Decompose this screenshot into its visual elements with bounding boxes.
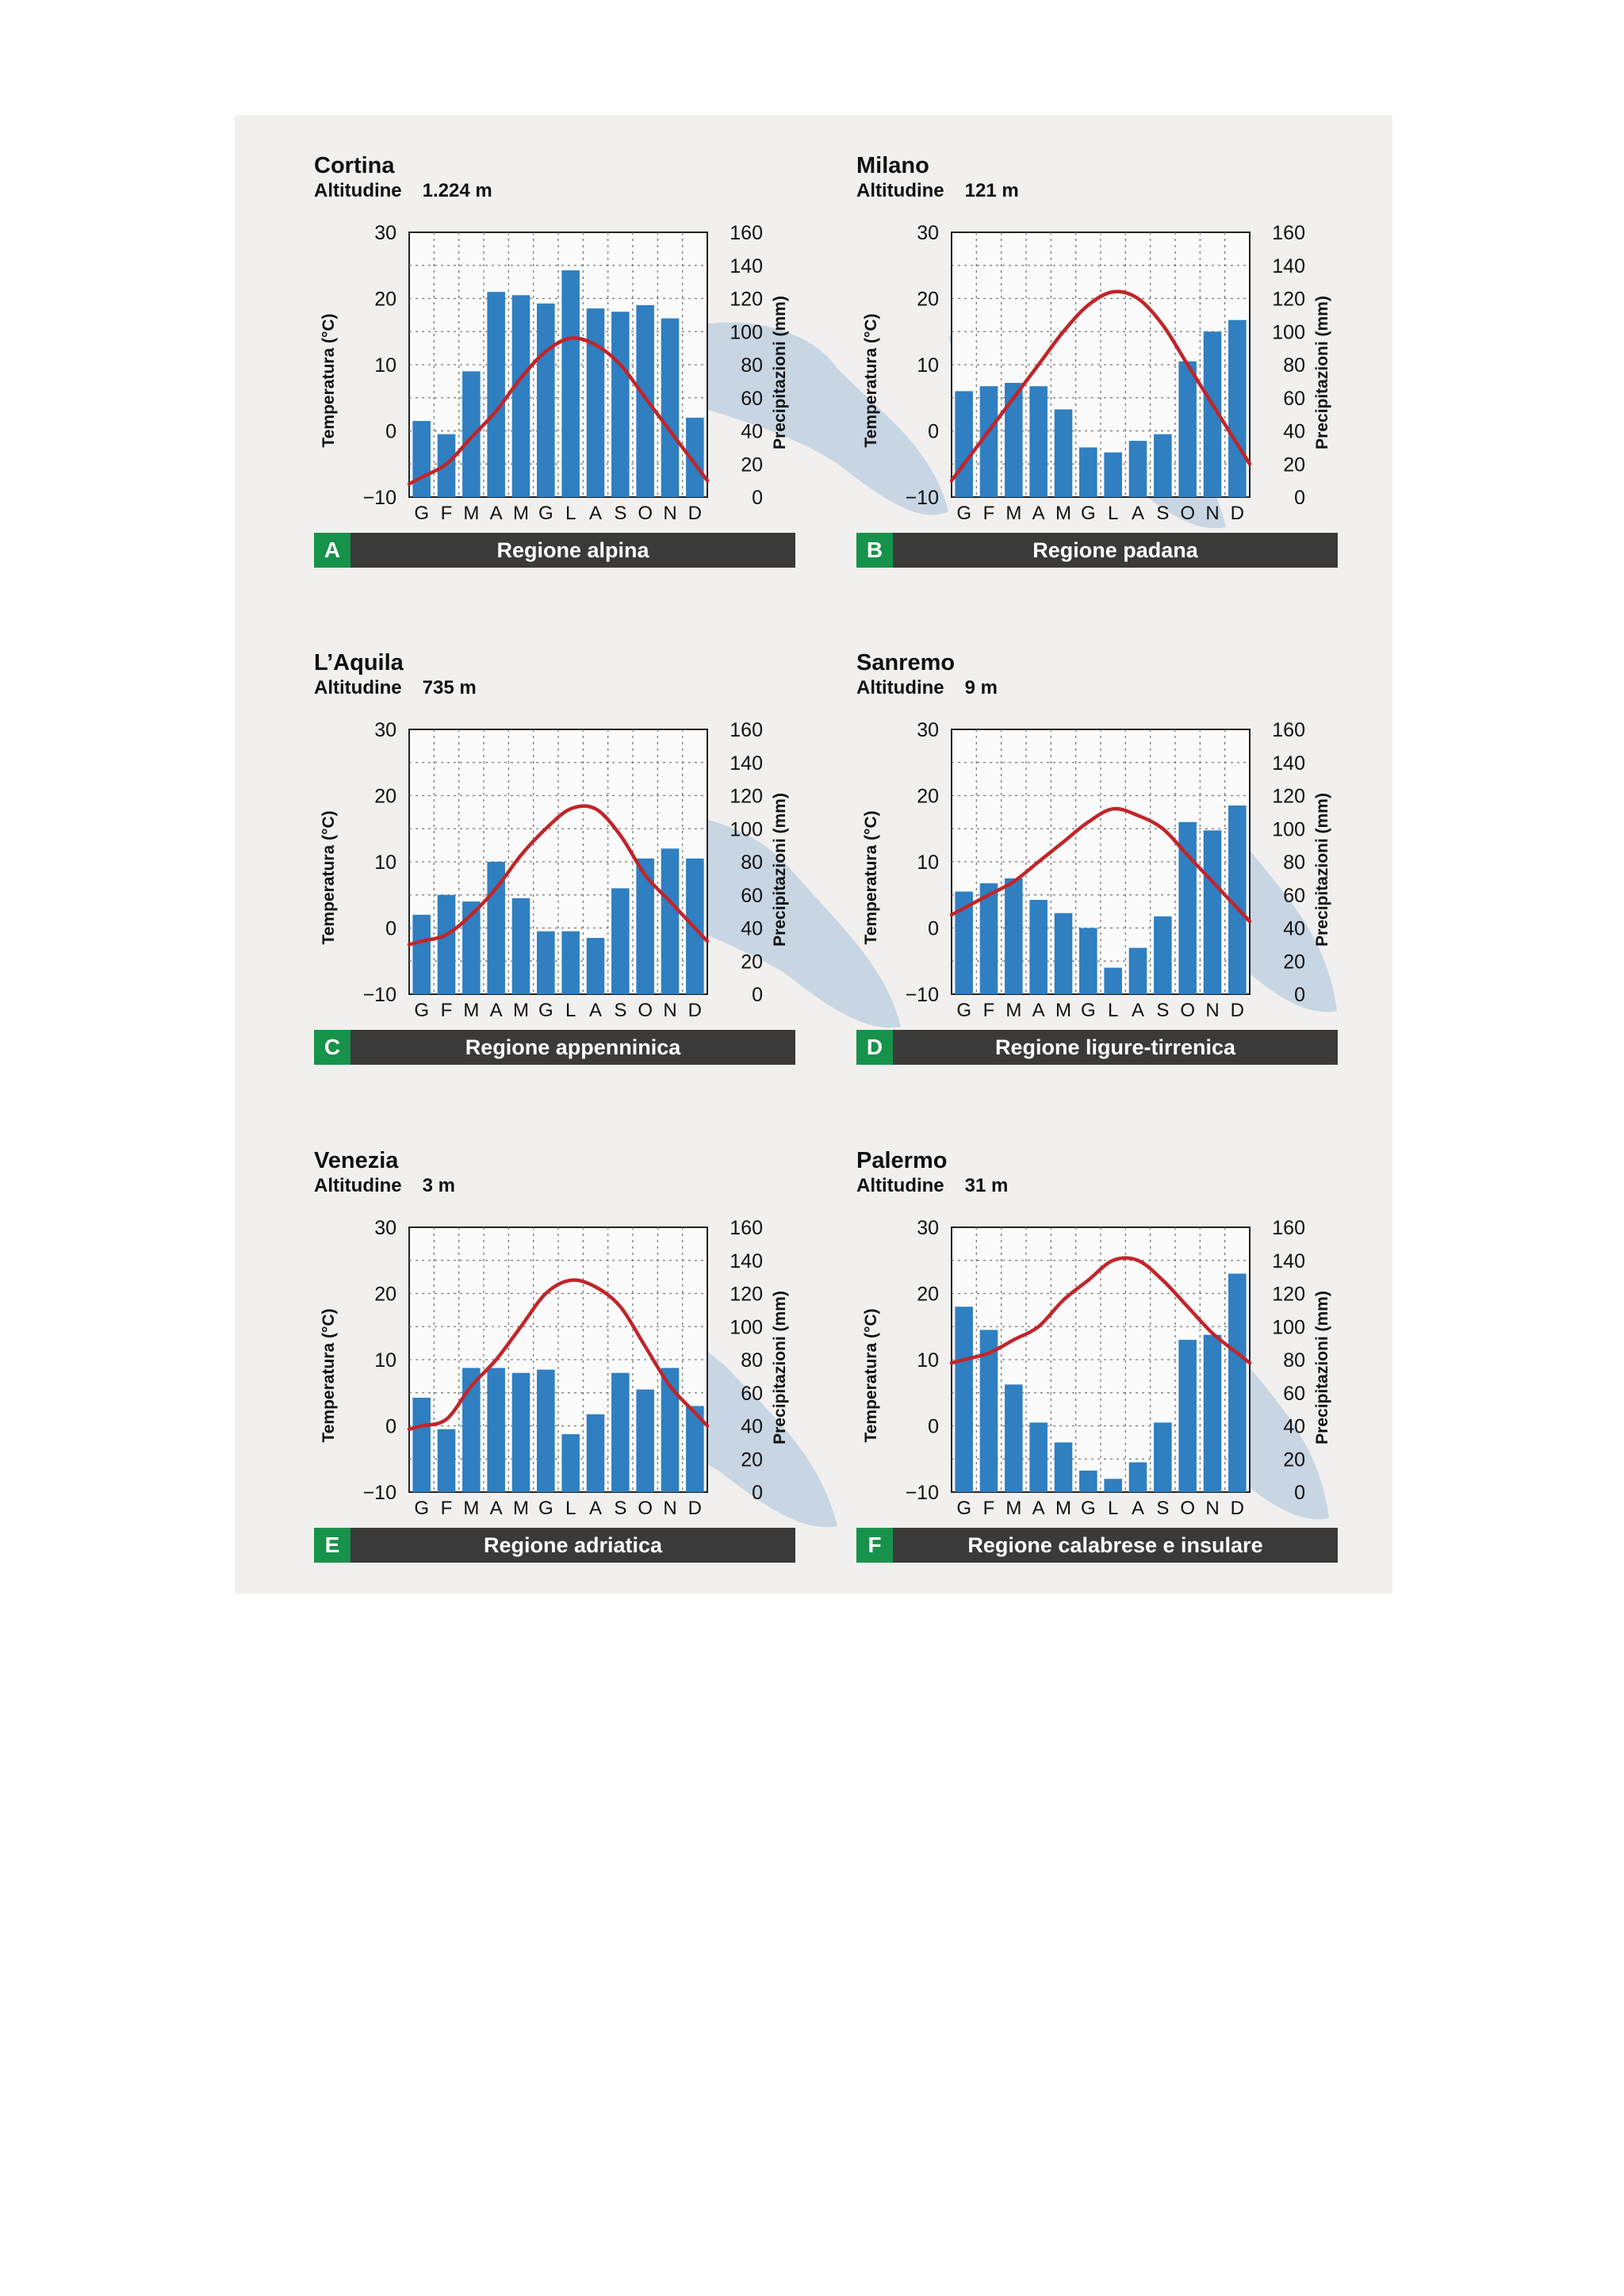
- month-tick-label: O: [1180, 1000, 1196, 1021]
- precipitation-tick-label: 100: [730, 818, 763, 841]
- temperature-tick-label: 20: [917, 288, 939, 311]
- temperature-tick-label: −10: [362, 984, 396, 1006]
- temperature-tick-label: 30: [917, 1217, 939, 1239]
- month-tick-label: F: [440, 503, 453, 524]
- precipitation-bar: [1129, 948, 1147, 994]
- temperature-axis-label: Temperatura (°C): [862, 1308, 880, 1443]
- chart-panel-sanremo: [777, 612, 1332, 1096]
- chart-panel-palermo: [777, 1110, 1332, 1594]
- month-tick-label: D: [1230, 503, 1245, 524]
- precipitation-tick-label: 40: [741, 1415, 763, 1438]
- precipitation-tick-label: 20: [1283, 1448, 1305, 1471]
- month-tick-label: D: [688, 503, 703, 524]
- month-tick-label: A: [588, 1000, 603, 1021]
- altitude-value: 1.224 m: [422, 180, 492, 201]
- region-bar: [856, 1528, 1338, 1563]
- precipitation-bar: [1228, 320, 1247, 497]
- month-tick-label: G: [956, 503, 972, 524]
- temperature-tick-label: 10: [374, 851, 396, 874]
- precipitation-bar: [512, 295, 530, 497]
- precipitation-tick-label: 80: [1283, 1349, 1305, 1372]
- precipitation-bar: [1079, 447, 1097, 497]
- month-tick-label: L: [565, 1498, 576, 1519]
- precipitation-tick-label: 40: [741, 420, 763, 443]
- precipitation-bar: [1055, 1442, 1073, 1492]
- precipitation-bar: [412, 1398, 431, 1492]
- month-tick-label: A: [588, 503, 603, 524]
- precipitation-bar: [636, 305, 654, 497]
- precipitation-tick-label: 0: [1294, 1482, 1305, 1504]
- month-tick-label: D: [1230, 1498, 1245, 1519]
- region-bar: [314, 1528, 795, 1563]
- temperature-tick-label: 10: [917, 1349, 939, 1372]
- precipitation-bar: [561, 932, 580, 994]
- month-tick-label: O: [638, 1000, 653, 1021]
- month-tick-label: D: [688, 1000, 703, 1021]
- month-tick-label: N: [663, 1498, 677, 1519]
- altitude-value: 3 m: [422, 1175, 456, 1196]
- region-bar: [314, 533, 795, 568]
- month-tick-label: L: [1107, 1498, 1119, 1519]
- city-name: Palermo: [856, 1148, 948, 1173]
- temperature-tick-label: 0: [385, 917, 396, 940]
- precipitation-tick-label: 60: [741, 1382, 763, 1405]
- temperature-axis-label: Temperatura (°C): [320, 810, 338, 945]
- precipitation-axis-label: Precipitazioni (mm): [771, 793, 789, 947]
- precipitation-bar: [1055, 409, 1073, 497]
- precipitation-tick-label: 140: [730, 752, 763, 775]
- precipitation-tick-label: 100: [1272, 321, 1305, 344]
- region-bar: [856, 533, 1338, 568]
- month-tick-label: F: [982, 1498, 995, 1519]
- month-tick-label: G: [414, 1000, 430, 1021]
- month-tick-label: G: [956, 1498, 972, 1519]
- precipitation-tick-label: 140: [1272, 254, 1305, 277]
- precipitation-bar: [1029, 900, 1048, 994]
- month-tick-label: N: [1205, 503, 1220, 524]
- region-name: Regione appenninica: [465, 1035, 681, 1059]
- month-tick-label: N: [1205, 1498, 1220, 1519]
- month-tick-label: S: [1156, 503, 1170, 524]
- precipitation-tick-label: 80: [741, 354, 763, 377]
- temperature-tick-label: 20: [374, 1283, 396, 1306]
- month-tick-label: O: [638, 1498, 653, 1519]
- temperature-tick-label: −10: [362, 1482, 396, 1504]
- month-tick-label: M: [1055, 1000, 1071, 1021]
- precipitation-tick-label: 40: [741, 917, 763, 940]
- precipitation-bar: [1005, 878, 1023, 994]
- month-tick-label: G: [538, 1498, 553, 1519]
- precipitation-bar: [611, 888, 630, 994]
- precipitation-tick-label: 0: [752, 984, 763, 1006]
- precipitation-bar: [587, 938, 605, 994]
- region-letter: E: [314, 1528, 350, 1563]
- precipitation-tick-label: 80: [741, 851, 763, 874]
- altitude-value: 9 m: [964, 677, 998, 698]
- precipitation-tick-label: 100: [1272, 818, 1305, 841]
- altitude-label: Altitudine: [314, 1175, 402, 1196]
- precipitation-bar: [1204, 1335, 1222, 1492]
- precipitation-tick-label: 160: [730, 1217, 763, 1239]
- month-tick-label: A: [489, 503, 503, 524]
- temperature-tick-label: −10: [905, 984, 939, 1006]
- precipitation-tick-label: 0: [1294, 984, 1305, 1006]
- region-name: Regione adriatica: [483, 1533, 663, 1557]
- city-name: L’Aquila: [314, 650, 404, 675]
- temperature-tick-label: 10: [917, 354, 939, 377]
- month-tick-label: G: [414, 503, 430, 524]
- climate-chart: [777, 1110, 1332, 1530]
- precipitation-bar: [512, 1373, 530, 1492]
- month-tick-label: F: [440, 1498, 453, 1519]
- precipitation-bar: [636, 859, 654, 994]
- city-name: Venezia: [314, 1148, 399, 1173]
- precipitation-tick-label: 80: [1283, 354, 1305, 377]
- temperature-tick-label: 0: [928, 1415, 939, 1438]
- precipitation-bar: [1178, 1340, 1197, 1492]
- month-tick-label: A: [489, 1498, 503, 1519]
- precipitation-bar: [1055, 913, 1073, 994]
- precipitation-bar: [1104, 968, 1122, 994]
- precipitation-tick-label: 40: [1283, 917, 1305, 940]
- temperature-axis-label: Temperatura (°C): [862, 810, 880, 945]
- precipitation-axis-label: Precipitazioni (mm): [771, 1291, 789, 1445]
- precipitation-tick-label: 80: [1283, 851, 1305, 874]
- region-name: Regione calabrese e insulare: [967, 1533, 1263, 1557]
- month-tick-label: L: [565, 1000, 576, 1021]
- precipitation-tick-label: 20: [741, 951, 763, 974]
- month-tick-label: O: [1180, 503, 1196, 524]
- precipitation-tick-label: 20: [1283, 453, 1305, 476]
- month-tick-label: O: [638, 503, 653, 524]
- scanned-page: [235, 115, 1392, 1594]
- precipitation-bar: [412, 915, 431, 994]
- month-tick-label: A: [489, 1000, 503, 1021]
- city-name: Cortina: [314, 153, 395, 178]
- month-tick-label: M: [1005, 503, 1022, 524]
- precipitation-tick-label: 60: [741, 884, 763, 907]
- precipitation-tick-label: 20: [741, 1448, 763, 1471]
- precipitation-tick-label: 40: [1283, 420, 1305, 443]
- precipitation-axis-label: Precipitazioni (mm): [771, 296, 789, 450]
- precipitation-bar: [1129, 1462, 1147, 1492]
- precipitation-bar: [587, 1414, 605, 1492]
- chart-panel-laquila: [235, 612, 790, 1096]
- month-tick-label: N: [663, 1000, 677, 1021]
- precipitation-bar: [1005, 1384, 1023, 1492]
- precipitation-bar: [1154, 1422, 1172, 1492]
- precipitation-tick-label: 100: [730, 1316, 763, 1339]
- precipitation-tick-label: 60: [1283, 387, 1305, 410]
- city-name: Milano: [856, 153, 929, 178]
- precipitation-tick-label: 0: [752, 1482, 763, 1504]
- precipitation-bar: [611, 312, 630, 497]
- precipitation-bar: [1029, 386, 1048, 497]
- temperature-axis-label: Temperatura (°C): [320, 313, 338, 448]
- precipitation-bar: [438, 895, 456, 994]
- region-name: Regione ligure-tirrenica: [994, 1035, 1236, 1059]
- month-tick-label: M: [463, 1498, 480, 1519]
- month-tick-label: M: [1005, 1498, 1022, 1519]
- temperature-tick-label: 20: [917, 785, 939, 808]
- precipitation-bar: [955, 391, 973, 497]
- month-tick-label: M: [1055, 1498, 1071, 1519]
- month-tick-label: D: [1230, 1000, 1245, 1021]
- precipitation-tick-label: 20: [1283, 951, 1305, 974]
- temperature-tick-label: 0: [385, 1415, 396, 1438]
- precipitation-bar: [462, 371, 481, 497]
- altitude-label: Altitudine: [314, 180, 402, 201]
- precipitation-tick-label: 120: [1272, 1283, 1305, 1306]
- month-tick-label: M: [463, 503, 480, 524]
- precipitation-axis-label: Precipitazioni (mm): [1313, 296, 1331, 450]
- precipitation-bar: [487, 1368, 505, 1492]
- altitude-label: Altitudine: [856, 677, 944, 698]
- month-tick-label: F: [440, 1000, 453, 1021]
- precipitation-tick-label: 160: [1272, 222, 1305, 244]
- temperature-tick-label: 30: [917, 222, 939, 244]
- month-tick-label: F: [982, 503, 995, 524]
- region-letter: F: [856, 1528, 893, 1563]
- climate-chart: [777, 115, 1332, 535]
- precipitation-bar: [1228, 1273, 1247, 1492]
- month-tick-label: G: [538, 1000, 553, 1021]
- precipitation-bar: [1079, 1471, 1097, 1492]
- month-tick-label: L: [565, 503, 576, 524]
- precipitation-tick-label: 120: [1272, 785, 1305, 808]
- precipitation-bar: [438, 1429, 456, 1492]
- climate-chart: [235, 1110, 790, 1530]
- temperature-axis-label: Temperatura (°C): [320, 1308, 338, 1443]
- precipitation-tick-label: 0: [752, 487, 763, 509]
- altitude-value: 31 m: [964, 1175, 1009, 1196]
- precipitation-tick-label: 100: [730, 321, 763, 344]
- month-tick-label: G: [538, 503, 553, 524]
- city-name: Sanremo: [856, 650, 956, 675]
- precipitation-bar: [1154, 916, 1172, 994]
- month-tick-label: S: [1156, 1498, 1170, 1519]
- temperature-tick-label: 0: [928, 917, 939, 940]
- precipitation-tick-label: 120: [730, 288, 763, 311]
- region-bar: [856, 1030, 1338, 1065]
- precipitation-bar: [412, 421, 431, 497]
- month-tick-label: N: [1205, 1000, 1220, 1021]
- precipitation-tick-label: 160: [730, 222, 763, 244]
- climate-chart: [235, 612, 790, 1032]
- temperature-axis-label: Temperatura (°C): [862, 313, 880, 448]
- precipitation-tick-label: 100: [1272, 1316, 1305, 1339]
- region-letter: C: [314, 1030, 350, 1065]
- precipitation-tick-label: 60: [741, 387, 763, 410]
- precipitation-tick-label: 140: [730, 1249, 763, 1272]
- month-tick-label: G: [1080, 1000, 1096, 1021]
- month-tick-label: G: [1080, 503, 1096, 524]
- chart-panel-cortina: [235, 115, 790, 599]
- month-tick-label: D: [688, 1498, 703, 1519]
- precipitation-bar: [1079, 928, 1097, 995]
- month-tick-label: O: [1180, 1498, 1196, 1519]
- precipitation-tick-label: 160: [730, 719, 763, 741]
- precipitation-bar: [537, 304, 555, 497]
- temperature-tick-label: −10: [905, 487, 939, 509]
- precipitation-axis-label: Precipitazioni (mm): [1313, 1291, 1331, 1445]
- month-tick-label: M: [513, 503, 529, 524]
- temperature-tick-label: 20: [917, 1283, 939, 1306]
- precipitation-tick-label: 120: [1272, 288, 1305, 311]
- region-letter: D: [856, 1030, 893, 1065]
- precipitation-tick-label: 120: [730, 785, 763, 808]
- precipitation-bar: [661, 319, 680, 497]
- region-bar: [314, 1030, 795, 1065]
- precipitation-bar: [955, 1307, 973, 1492]
- temperature-tick-label: 20: [374, 288, 396, 311]
- precipitation-tick-label: 0: [1294, 487, 1305, 509]
- precipitation-bar: [512, 898, 530, 994]
- month-tick-label: A: [1131, 503, 1145, 524]
- month-tick-label: A: [588, 1498, 603, 1519]
- temperature-tick-label: 10: [917, 851, 939, 874]
- temperature-tick-label: −10: [905, 1482, 939, 1504]
- precipitation-tick-label: 80: [741, 1349, 763, 1372]
- precipitation-tick-label: 160: [1272, 719, 1305, 741]
- precipitation-bar: [661, 848, 680, 994]
- month-tick-label: M: [513, 1000, 529, 1021]
- month-tick-label: M: [1005, 1000, 1022, 1021]
- precipitation-bar: [537, 1370, 555, 1492]
- precipitation-tick-label: 160: [1272, 1217, 1305, 1239]
- temperature-tick-label: 10: [374, 354, 396, 377]
- month-tick-label: A: [1131, 1000, 1145, 1021]
- temperature-tick-label: 30: [374, 222, 396, 244]
- region-name: Regione alpina: [496, 538, 649, 562]
- precipitation-tick-label: 20: [741, 453, 763, 476]
- temperature-tick-label: 30: [374, 1217, 396, 1239]
- region-letter: B: [856, 533, 893, 568]
- region-name: Regione padana: [1032, 538, 1198, 562]
- month-tick-label: A: [1032, 503, 1045, 524]
- month-tick-label: A: [1032, 1000, 1045, 1021]
- precipitation-bar: [1104, 453, 1122, 497]
- temperature-tick-label: 10: [374, 1349, 396, 1372]
- altitude-value: 735 m: [422, 677, 477, 698]
- precipitation-bar: [587, 308, 605, 497]
- precipitation-bar: [1029, 1422, 1048, 1492]
- month-tick-label: G: [1080, 1498, 1096, 1519]
- month-tick-label: A: [1032, 1498, 1045, 1519]
- month-tick-label: N: [663, 503, 677, 524]
- month-tick-label: G: [956, 1000, 972, 1021]
- month-tick-label: A: [1131, 1498, 1145, 1519]
- precipitation-tick-label: 60: [1283, 1382, 1305, 1405]
- chart-panel-milano: [777, 115, 1332, 599]
- precipitation-bar: [1129, 441, 1147, 497]
- month-tick-label: M: [463, 1000, 480, 1021]
- month-tick-label: L: [1107, 503, 1119, 524]
- precipitation-bar: [487, 292, 505, 497]
- precipitation-tick-label: 140: [730, 254, 763, 277]
- altitude-label: Altitudine: [856, 1175, 944, 1196]
- precipitation-bar: [561, 1434, 580, 1492]
- month-tick-label: G: [414, 1498, 430, 1519]
- month-tick-label: S: [614, 503, 627, 524]
- precipitation-bar: [636, 1390, 654, 1492]
- month-tick-label: S: [1156, 1000, 1170, 1021]
- precipitation-bar: [611, 1373, 630, 1492]
- precipitation-tick-label: 120: [730, 1283, 763, 1306]
- temperature-tick-label: 0: [385, 420, 396, 443]
- month-tick-label: L: [1107, 1000, 1119, 1021]
- precipitation-axis-label: Precipitazioni (mm): [1313, 793, 1331, 947]
- precipitation-bar: [1154, 434, 1172, 497]
- precipitation-bar: [537, 932, 555, 994]
- precipitation-bar: [1178, 362, 1197, 497]
- precipitation-tick-label: 140: [1272, 752, 1305, 775]
- precipitation-tick-label: 60: [1283, 884, 1305, 907]
- precipitation-bar: [1104, 1479, 1122, 1492]
- precipitation-bar: [561, 270, 580, 497]
- temperature-tick-label: −10: [362, 487, 396, 509]
- region-letter: A: [314, 533, 350, 568]
- chart-panel-venezia: [235, 1110, 790, 1594]
- month-tick-label: M: [1055, 503, 1071, 524]
- month-tick-label: S: [614, 1000, 627, 1021]
- altitude-label: Altitudine: [856, 180, 944, 201]
- precipitation-bar: [1204, 830, 1222, 994]
- climate-chart: [777, 612, 1332, 1032]
- temperature-tick-label: 0: [928, 420, 939, 443]
- month-tick-label: F: [982, 1000, 995, 1021]
- altitude-value: 121 m: [964, 180, 1019, 201]
- climate-chart: [235, 115, 790, 535]
- precipitation-tick-label: 40: [1283, 1415, 1305, 1438]
- temperature-tick-label: 20: [374, 785, 396, 808]
- month-tick-label: S: [614, 1498, 627, 1519]
- temperature-tick-label: 30: [917, 719, 939, 741]
- altitude-label: Altitudine: [314, 677, 402, 698]
- precipitation-tick-label: 140: [1272, 1249, 1305, 1272]
- temperature-tick-label: 30: [374, 719, 396, 741]
- month-tick-label: M: [513, 1498, 529, 1519]
